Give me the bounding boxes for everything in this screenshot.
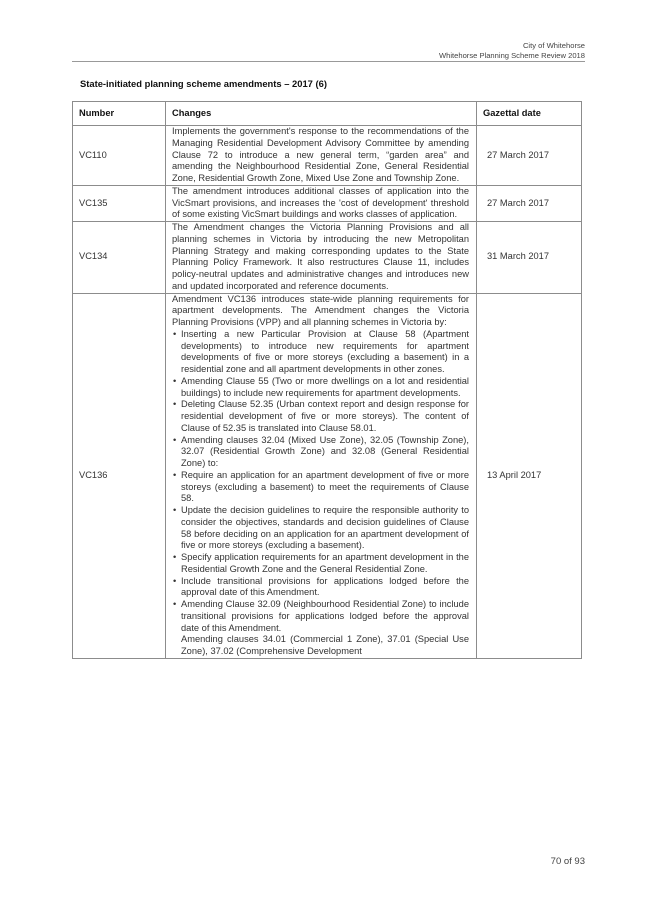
list-item: • Amending Clause 55 (Two or more dwellings on a lot and residential buildings) to include new requirements for apartment developments. (172, 376, 469, 400)
amendment-number: VC136 (73, 293, 166, 658)
table-row (73, 185, 582, 221)
column-header-number: Number (73, 102, 166, 126)
list-item: • Specify application requirements for an apartment development in the Residential Growth Zone and the General Residential Zone. (172, 552, 469, 576)
amendments-table (72, 101, 582, 659)
list-item: • Deleting Clause 52.35 (Urban context report and design response for residential development of five or more storeys). The content of Clause of 52.35 is translated into Clause 58.01. (172, 399, 469, 434)
amendment-number: VC135 (73, 185, 166, 221)
header-organisation: City of Whitehorse (522, 41, 585, 50)
list-item: • Amending clauses 32.04 (Mixed Use Zone), 32.05 (Township Zone), 32.07 (Residential Growth Zone) and 32.08 (General Residential Zone) to: (172, 435, 469, 470)
table-row (73, 126, 582, 186)
changes-intro: Amendment VC136 introduces state-wide planning requirements for apartment developments. The Amendment changes the Victoria Planning Provisions (VPP) and all planning schemes in Victoria by: (172, 293, 469, 327)
column-header-gazettal-date: Gazettal date (477, 102, 582, 126)
list-item: • Update the decision guidelines to require the responsible authority to consider the objectives, standards and decision guidelines of Clause 58 before deciding on an application for an apartment development of five or more storeys (excluding a basement). (172, 505, 469, 552)
list-item: • Require an application for an apartment development of five or more storeys (excluding a basement) to meet the requirements of Clause 58. (172, 470, 469, 505)
gazettal-date: 31 March 2017 (477, 222, 582, 294)
header-rule (72, 61, 585, 62)
section-title: State-initiated planning scheme amendments – 2017 (6) (80, 78, 327, 89)
list-item: • Include transitional provisions for applications lodged before the approval date of this Amendment. (172, 576, 469, 600)
amendment-number: VC110 (73, 126, 166, 186)
running-header (439, 41, 585, 61)
gazettal-date: 27 March 2017 (477, 185, 582, 221)
gazettal-date: 27 March 2017 (477, 126, 582, 186)
table-header-row (73, 102, 582, 126)
list-item: • Amending Clause 32.09 (Neighbourhood Residential Zone) to include transitional provisions for applications lodged before the approval date of this Amendment. (172, 599, 469, 634)
table-row (73, 293, 582, 658)
gazettal-date: 13 April 2017 (477, 293, 582, 658)
table-row (73, 222, 582, 294)
amendment-changes: Implements the government's response to the recommendations of the Managing Residential Development Advisory Committee by amending Clause 72 to introduce a new general term, “garden area” and amending the Neighbourhood Residential Zone, General Residential Zone, Residential Growth Zone, Mixed Use Zone and Township Zone. (166, 126, 477, 186)
amendment-changes: The Amendment changes the Victoria Planning Provisions and all planning schemes in Victoria by introducing the new Metropolitan Planning Strategy and making corresponding updates to the State Planning Policy Framework. It also restructures Clause 11, includes policy-neutral updates and administrative changes and introduces new and updated incorporated and reference documents. (166, 222, 477, 294)
amendment-number: VC134 (73, 222, 166, 294)
column-header-changes: Changes (166, 102, 477, 126)
changes-continuation: Amending clauses 34.01 (Commercial 1 Zone), 37.01 (Special Use Zone), 37.02 (Comprehensive Development (181, 634, 469, 656)
page-number: 70 of 93 (550, 856, 585, 867)
amendment-changes (166, 293, 477, 658)
list-item: • Inserting a new Particular Provision at Clause 58 (Apartment developments) to introduce new requirements for apartment developments of five or more storeys (excluding a basement) in a residential zone and all apartment developments in other zones. (172, 329, 469, 376)
header-document-title: Whitehorse Planning Scheme Review 2018 (438, 51, 585, 60)
amendment-changes: The amendment introduces additional classes of application into the VicSmart provisions, and increases the 'cost of development' threshold of some existing VicSmart buildings and works classes of application. (166, 185, 477, 221)
